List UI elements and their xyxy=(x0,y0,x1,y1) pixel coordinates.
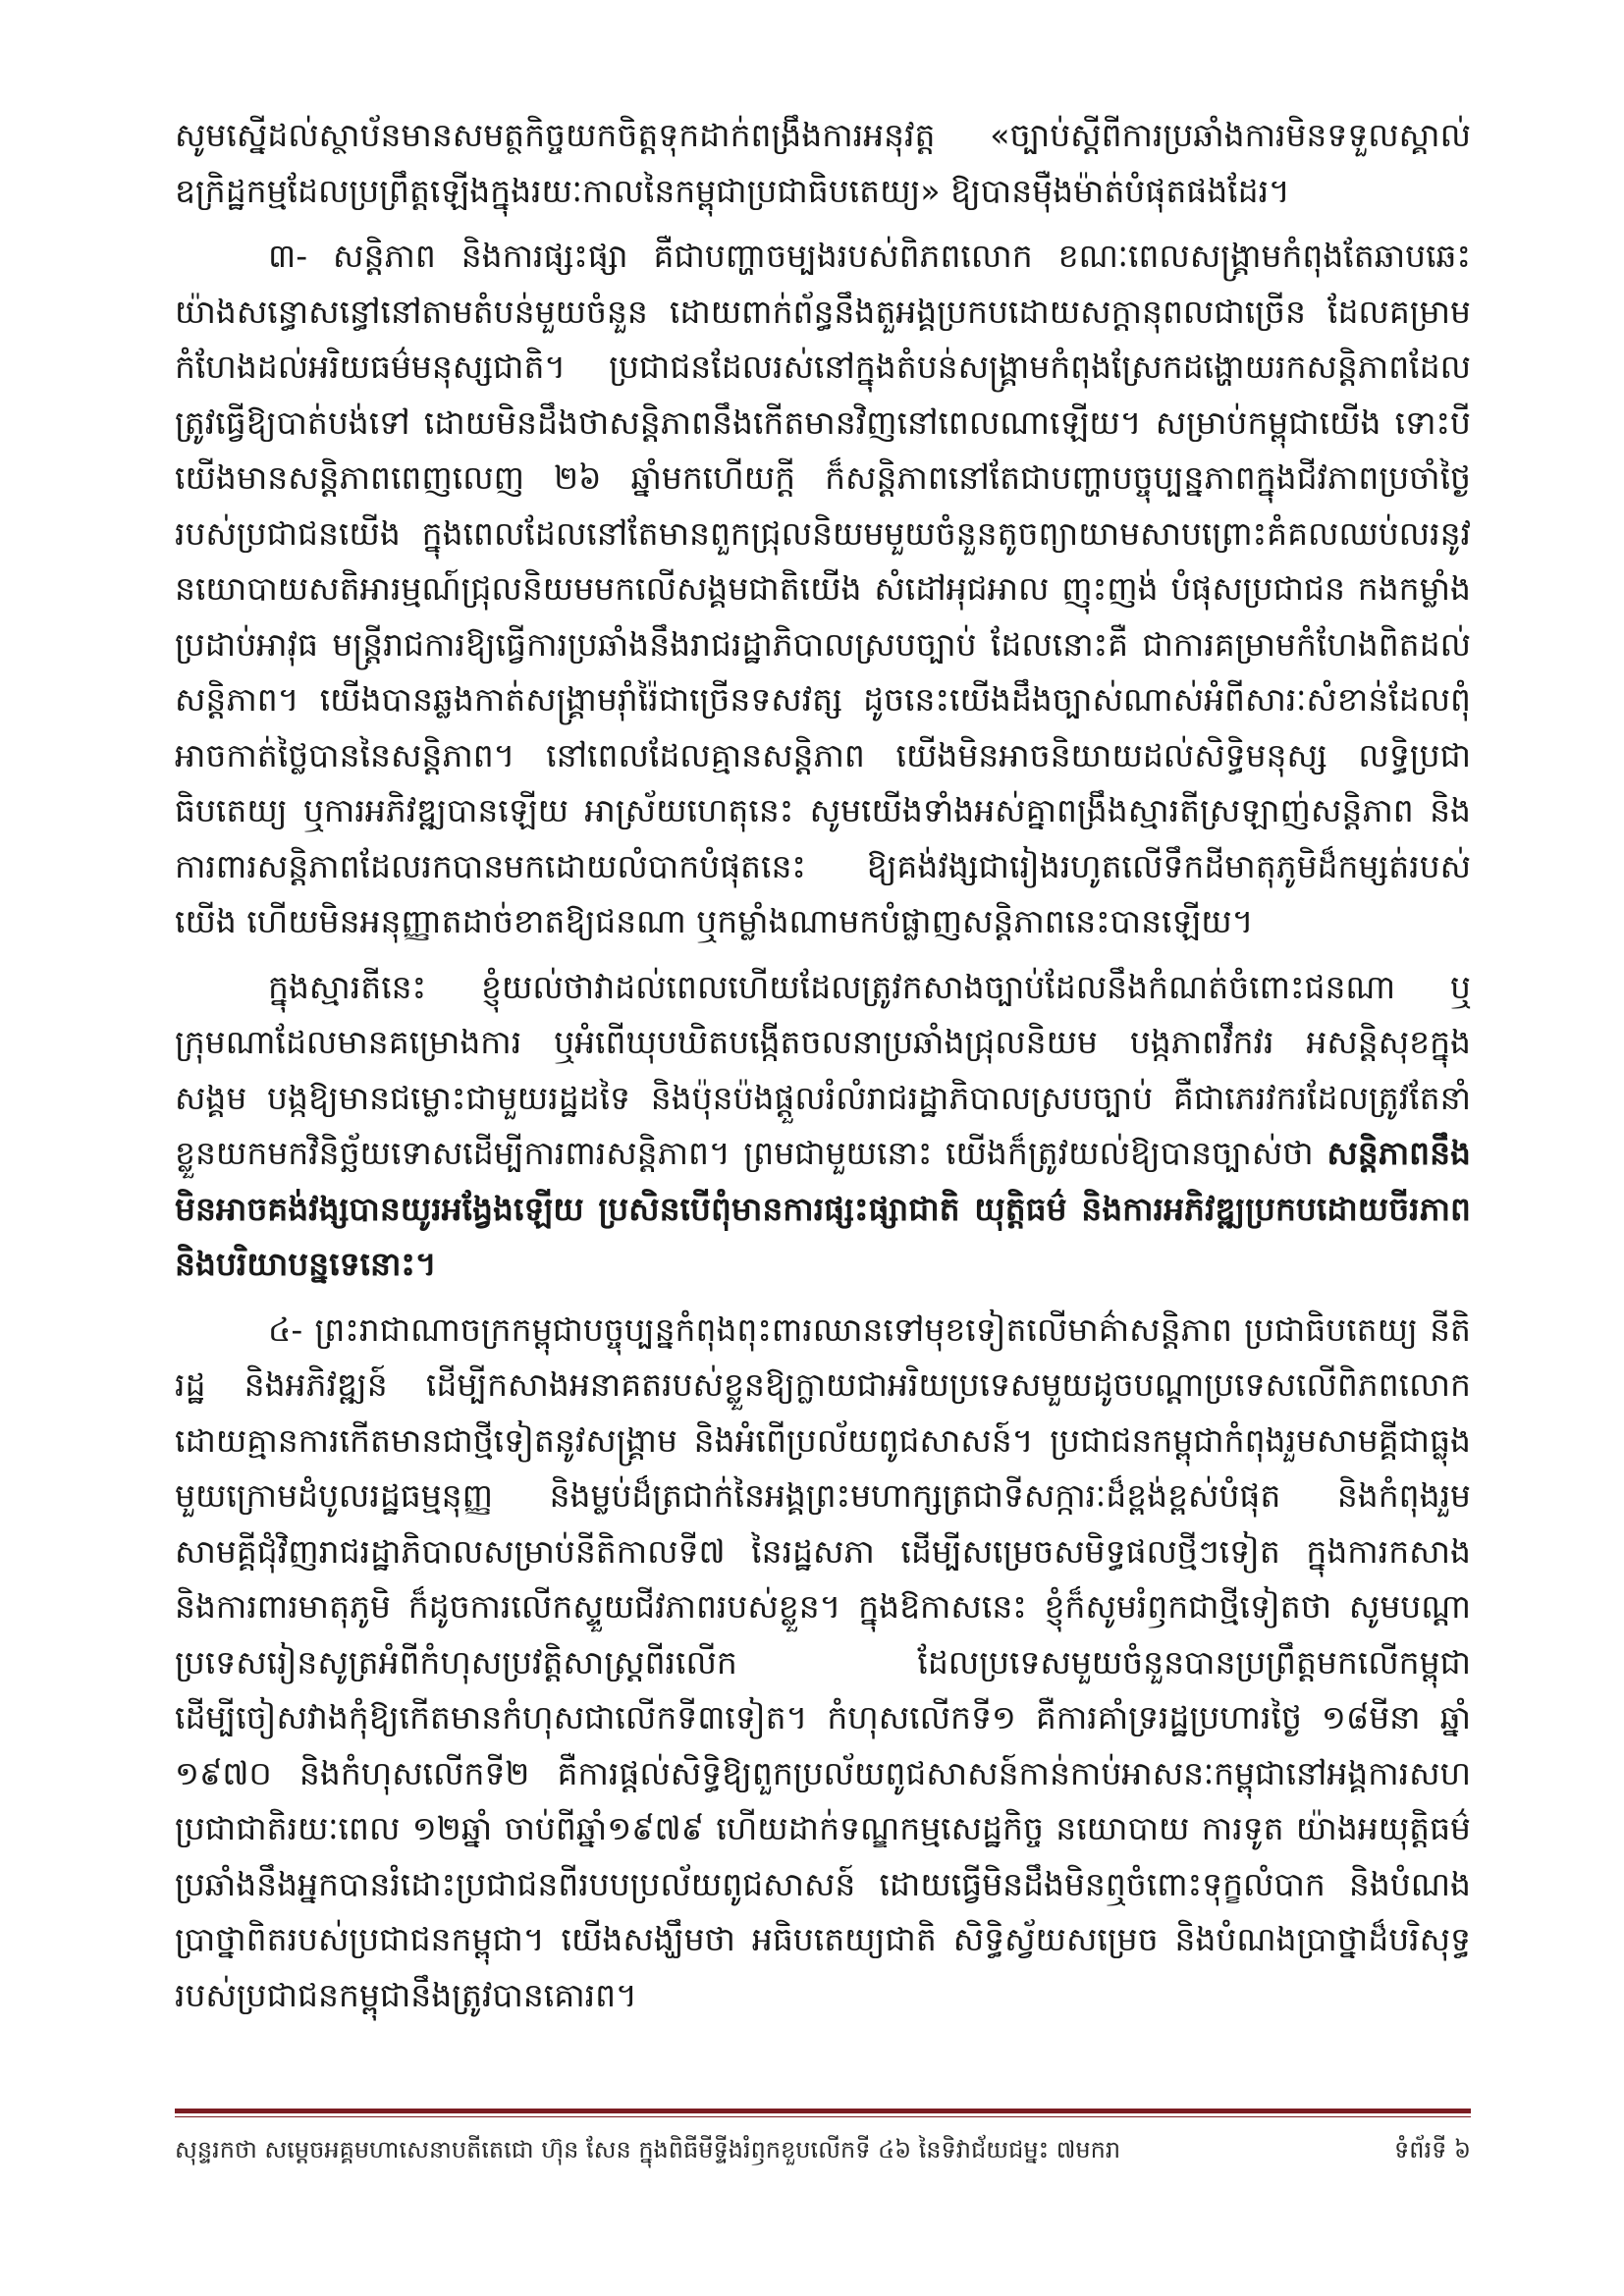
paragraph-continuation: សូមស្នើដល់ស្ថាប័នមានសមត្ថកិច្ចយកចិត្តទុកដាក់ពង្រឹងការអនុវត្ត «ច្បាប់ស្តីពីការប្រឆាំងការមិនទទួលស្គាល់ឧក្រិដ្ឋកម្មដែលប្រព្រឹត្តឡើងក្នុងរយៈកាលនៃកម្ពុជាប្រជាធិបតេយ្យ» ឱ្យបានម៉ឺងម៉ាត់បំផុតផងដែរ។ xyxy=(175,116,1471,210)
footer-title: សុន្ទរកថា សម្តេចអគ្គមហាសេនាបតីតេជោ ហ៊ុន សែន ក្នុងពិធីមីទ្ទីងរំឭកខួបលើកទី ៤៦ នៃទិវាជ័យជម្នះ ៧មករា xyxy=(175,2136,1121,2163)
paragraph-bold-statement: សន្តិភាពនឹងមិនអាចគង់វង្សបានយូរអង្វែងឡើយ ប្រសិនបើពុំមានការផ្សះផ្សាជាតិ យុត្តិធម៌ និងការអភិវឌ្ឍប្រកបដោយចីរភាព និងបរិយាបន្នទេនោះ។ xyxy=(175,1134,1471,1283)
paragraph-terrorism-law-text: ក្នុងស្មារតីនេះ ខ្ញុំយល់ថាវាដល់ពេលហើយដែលត្រូវកសាងច្បាប់ដែលនឹងកំណត់ចំពោះជនណា ឬក្រុមណាដែលមានគម្រោងការ ឬអំពើឃុបឃិតបង្កើតចលនាប្រឆាំងជ្រុលនិយម បង្កភាពវឹកវរ អសន្តិសុខក្នុងសង្គម បង្កឱ្យមានជម្លោះជាមួយរដ្ឋដទៃ និងប៉ុនប៉ងផ្តួលរំលំរាជរដ្ឋាភិបាលស្របច្បាប់ គឺជាភេរវករដែលត្រូវតែនាំខ្លួនយកមកវិនិច្ឆ័យទោសដើម្បីការពារសន្តិភាព។ ព្រមជាមួយនោះ យើងក៏ត្រូវយល់ឱ្យបានច្បាស់ថា xyxy=(175,967,1471,1172)
footer-divider xyxy=(175,2109,1471,2113)
footer-divider-thin xyxy=(175,2116,1471,2117)
page-number: ទំព័រទី ៦ xyxy=(1394,2136,1471,2163)
page-footer xyxy=(175,2130,1471,2169)
paragraph-section-3: ៣- សន្តិភាព និងការផ្សះផ្សា គឺជាបញ្ហាចម្បងរបស់ពិភពលោក ខណៈពេលសង្គ្រាមកំពុងតែឆាបឆេះយ៉ាងសន្ធោសន្ធៅនៅតាមតំបន់មួយចំនួន ដោយពាក់ព័ន្ធនឹងតួអង្គប្រកបដោយសក្តានុពលជាច្រើន ដែលគម្រាមកំហែងដល់អរិយធម៌មនុស្សជាតិ។ ប្រជាជនដែលរស់នៅក្នុងតំបន់សង្គ្រាមកំពុងស្រែកដង្ហោយរកសន្តិភាពដែលត្រូវធ្វើឱ្យបាត់បង់ទៅ ដោយមិនដឹងថាសន្តិភាពនឹងកើតមានវិញនៅពេលណាឡើយ។ សម្រាប់កម្ពុជាយើង ទោះបីយើងមានសន្តិភាពពេញលេញ ២៦ ឆ្នាំមកហើយក្តី ក៏សន្តិភាពនៅតែជាបញ្ហាបច្ចុប្បន្នភាពក្នុងជីវភាពប្រចាំថ្ងៃរបស់ប្រជាជនយើង ក្នុងពេលដែលនៅតែមានពួកជ្រុលនិយមមួយចំនួនតូចព្យាយាមសាបព្រោះគំគលឈប់លរនូវនយោបាយសតិអារម្មណ៍ជ្រុលនិយមមកលើសង្គមជាតិយើង សំដៅអុជអាល ញុះញង់ បំផុសប្រជាជន កងកម្លាំងប្រដាប់អាវុធ មន្ត្រីរាជការឱ្យធ្វើការប្រឆាំងនឹងរាជរដ្ឋាភិបាលស្របច្បាប់ ដែលនោះគឺ ជាការគម្រាមកំហែងពិតដល់សន្តិភាព។ យើងបានឆ្លងកាត់សង្គ្រាមរ៉ាំរ៉ៃជាច្រើនទសវត្ស ដូចនេះយើងដឹងច្បាស់ណាស់អំពីសារៈសំខាន់ដែលពុំអាចកាត់ថ្លៃបាននៃសន្តិភាព។ នៅពេលដែលគ្មានសន្តិភាព យើងមិនអាចនិយាយដល់សិទ្ធិមនុស្ស លទ្ធិប្រជាធិបតេយ្យ ឬការអភិវឌ្ឍបានឡើយ អាស្រ័យហេតុនេះ សូមយើងទាំងអស់គ្នាពង្រឹងស្មារតីស្រឡាញ់សន្តិភាព និងការពារសន្តិភាពដែលរកបានមកដោយលំបាកបំផុតនេះ ឱ្យគង់វង្សជារៀងរហូតលើទឹកដីមាតុភូមិដ៏កម្សត់របស់យើង ហើយមិនអនុញ្ញាតដាច់ខាតឱ្យជនណា ឬកម្លាំងណាមកបំផ្លាញសន្តិភាពនេះបានឡើយ។ xyxy=(175,237,1471,940)
paragraph-terrorism-law xyxy=(175,960,1471,1293)
document-body xyxy=(175,108,1471,2033)
paragraph-section-4: ៤- ព្រះរាជាណាចក្រកម្ពុជាបច្ចុប្បន្នកំពុងពុះពារឈានទៅមុខទៀតលើមាគ៌ាសន្តិភាព ប្រជាធិបតេយ្យ នីតិរដ្ឋ និងអភិវឌ្ឍន៍ ដើម្បីកសាងអនាគតរបស់ខ្លួនឱ្យក្លាយជាអរិយប្រទេសមួយដូចបណ្តាប្រទេសលើពិភពលោក ដោយគ្មានការកើតមានជាថ្មីទៀតនូវសង្គ្រាម និងអំពើប្រល័យពូជសាសន៍។ ប្រជាជនកម្ពុជាកំពុងរួមសាមគ្គីជាធ្លុងមួយក្រោមដំបូលរដ្ឋធម្មនុញ្ញ និងម្លប់ដ៏ត្រជាក់នៃអង្គព្រះមហាក្សត្រជាទីសក្ការៈដ៏ខ្ពង់ខ្ពស់បំផុត និងកំពុងរួមសាមគ្គីជុំវិញរាជរដ្ឋាភិបាលសម្រាប់នីតិកាលទី៧ នៃរដ្ឋសភា ដើម្បីសម្រេចសមិទ្ធផលថ្មីៗទៀត ក្នុងការកសាង និងការពារមាតុភូមិ ក៏ដូចការលើកស្ទួយជីវភាពរបស់ខ្លួន។ ក្នុងឱកាសនេះ ខ្ញុំក៏សូមរំឭកជាថ្មីទៀតថា សូមបណ្តាប្រទេសរៀនសូត្រអំពីកំហុសប្រវត្តិសាស្ត្រពីរលើក ដែលប្រទេសមួយចំនួនបានប្រព្រឹត្តមកលើកម្ពុជា ដើម្បីចៀសវាងកុំឱ្យកើតមានកំហុសជាលើកទី៣ទៀត។ កំហុសលើកទី១ គឺការគាំទ្ររដ្ឋប្រហារថ្ងៃ ១៨មីនា ឆ្នាំ ១៩៧០ និងកំហុសលើកទី២ គឺការផ្តល់សិទ្ធិឱ្យពួកប្រល័យពូជសាសន៍កាន់កាប់អាសនៈកម្ពុជានៅអង្គការសហប្រជាជាតិរយៈពេល ១២ឆ្នាំ ចាប់ពីឆ្នាំ១៩៧៩ ហើយដាក់ទណ្ឌកម្មសេដ្ឋកិច្ច នយោបាយ ការទូត យ៉ាងអយុត្តិធម៌ ប្រឆាំងនឹងអ្នកបានរំដោះប្រជាជនពីរបបប្រល័យពូជសាសន៍ ដោយធ្វើមិនដឹងមិនឮចំពោះទុក្ខលំបាក និងបំណងប្រាថ្នាពិតរបស់ប្រជាជនកម្ពុជា។ យើងសង្ឃឹមថា អធិបតេយ្យជាតិ សិទ្ធិស្វ័យសម្រេច និងបំណងប្រាថ្នាដ៏បរិសុទ្ធរបស់ប្រជាជនកម្ពុជានឹងត្រូវបានគោរព។ xyxy=(175,1309,1471,2014)
